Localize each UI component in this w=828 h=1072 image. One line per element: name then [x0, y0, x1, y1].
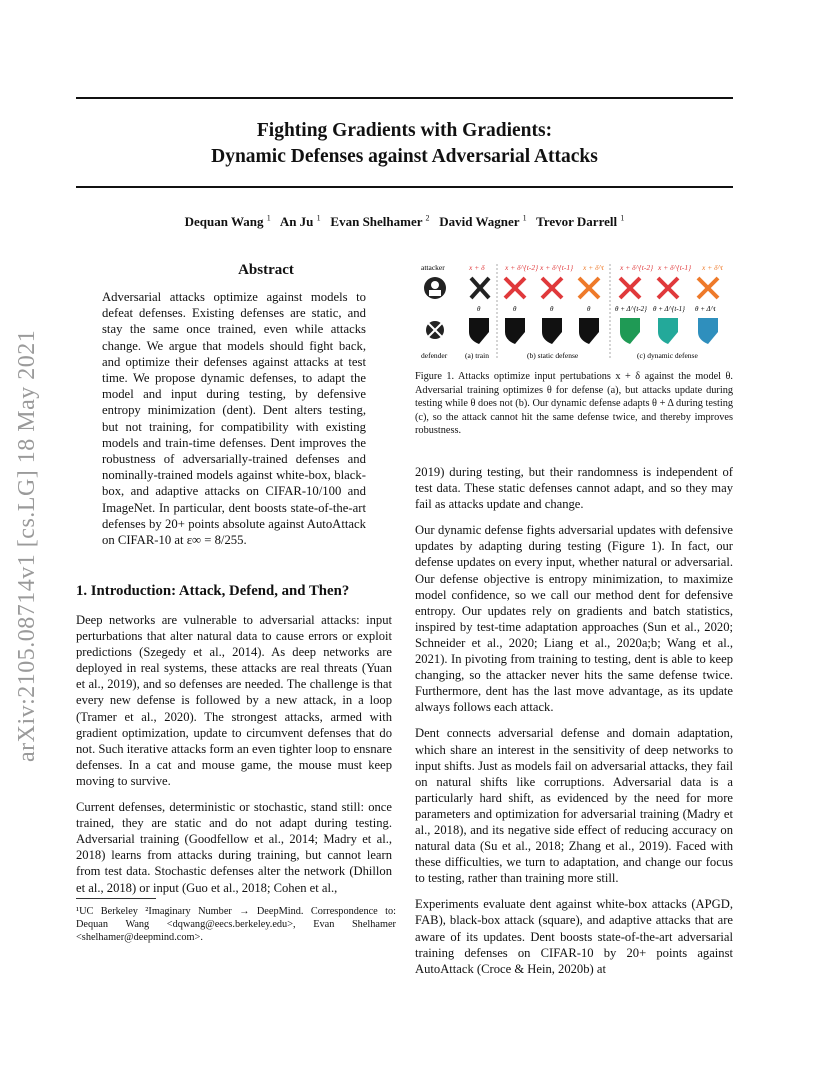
top-rule [76, 97, 733, 99]
author-list [76, 214, 733, 230]
footnote-rule [76, 898, 156, 899]
paragraph: Deep networks are vulnerable to adversarial attacks: input perturbations that alter natural data to cause errors or exploit predictions (Szegedy et al., 2014). As deep networks are deployed in real systems, these attacks are real threats (Yuan et al., 2019), and so defenses are needed. The challenge is that every new defense is followed by a new attack, in a loop (Tramer et al., 2020). The strongest attacks, armed with gradient optimization, update to circumvent defenses that do not. Such iterative attacks form an even tighter loop to ensnare defenses. In a cat and mouse game, the mouse must keep moving to survive. [76, 613, 392, 788]
author: David Wagner $^1$ [439, 214, 527, 230]
label-mid-5: θ + Δ^{t-1} [653, 305, 685, 313]
left-column-body [76, 612, 392, 906]
defender-label: defender [421, 351, 448, 360]
shield-dynamic-2-icon [658, 318, 678, 344]
label-top-3: x + δ^t [583, 263, 604, 272]
panel-c-label: (c) dynamic defense [637, 351, 698, 360]
paragraph: Our dynamic defense fights adversarial updates with defensive updates by adapting during testing (Figure 1). In fact, our defense updates on every input, whether natural or adversarial. Our defense objective is entropy minimization, to maximize model confidence, so we call our method dent for defensive entropy. Our updates rely on gradients and batch statistics, inspired by test-time adaptation approaches (Sun et al., 2020; Schneider et al., 2020; Liang et al., 2020a;b; Wang et al., 2021). In pivoting from training to testing, dent is able to keep changing, so the attacker never hits the same defense twice. Furthermore, dent has the last move advantage, as its update always follows each attack. [415, 523, 733, 715]
sword-static-2-icon [542, 278, 562, 298]
footnote: ¹UC Berkeley ²Imaginary Number → DeepMind. Correspondence to: Dequan Wang <dqwang@eecs.berkeley.edu>, Evan Shelhamer <shelhamer@deepmind.com>. [76, 906, 396, 944]
figure-caption: Figure 1. Attacks optimize input pertubations x + δ against the model θ. Adversarial training optimizes θ for defense (a), but attacks update during testing while θ does not (b). Our dynamic defense adapts θ + Δ during testing (c), so the attack cannot hit the same defense twice, and thereby improves robustness. [415, 371, 733, 437]
defender-icon [426, 321, 444, 339]
figure-1 [415, 258, 733, 366]
shield-dynamic-1-icon [620, 318, 640, 344]
panel-a-label: (a) train [465, 351, 489, 360]
section-heading: 1. Introduction: Attack, Defend, and Then? [76, 583, 350, 599]
shield-static-1-icon [505, 318, 525, 344]
label-top-0: x + δ [469, 263, 485, 272]
label-top-2: x + δ^{t-1} [540, 263, 574, 272]
label-mid-0: θ [477, 305, 481, 313]
shield-static-2-icon [542, 318, 562, 344]
label-top-4: x + δ^{t-2} [620, 263, 654, 272]
panel-b-label: (b) static defense [527, 351, 579, 360]
sword-dynamic-2-icon [658, 278, 678, 298]
figure-diagram [415, 258, 733, 366]
title-bottom-rule [76, 186, 733, 188]
label-mid-4: θ + Δ^{t-2} [615, 305, 647, 313]
sword-dynamic-3-icon [698, 278, 718, 298]
abstract-text: Adversarial attacks optimize against models to defeat defenses. Existing defenses are static, and stay the same once trained, even while attacks change. We argue that models should fight back, and optimize their defenses against attacks at test time. We propose dynamic defenses, to adapt the model and input during testing, by defensive entropy minimization (dent). Dent alters testing, but not training, for compatibility with existing models and train-time defenses. Dent improves the robustness of adversarially-trained defenses and nominally-trained models against white-box, black-box, and adaptive attacks on CIFAR-10/100 and ImageNet. In particular, dent boosts state-of-the-art defenses by 20+ points absolute against AutoAttack on CIFAR-10 at ε∞ = 8/255. [102, 290, 366, 548]
right-column-body [415, 464, 733, 987]
paragraph: Experiments evaluate dent against white-box attacks (APGD, FAB), black-box attack (square), and adaptive attacks that are aware of its updates. Dent boosts state-of-the-art adversarial training defenses on CIFAR-10 by 20+ points against AutoAttack (Croce & Hein, 2020b) at [415, 897, 733, 976]
author: An Ju $^1$ [279, 214, 321, 230]
label-top-5: x + δ^{t-1} [658, 263, 692, 272]
shield-train-icon [469, 318, 489, 344]
author: Trevor Darrell $^1$ [536, 214, 625, 230]
abstract-heading: Abstract [238, 262, 294, 278]
attacker-label: attacker [421, 263, 445, 272]
label-mid-2: θ [550, 305, 554, 313]
shield-dynamic-3-icon [698, 318, 718, 344]
paragraph: Dent connects adversarial defense and domain adaptation, which share an interest in the sensitivity of deep networks to input shifts. Just as models fail on adversarial attacks, they fail on natural shifts like corruptions. Adversarial data is a particularly hard shift, as evidenced by the need for more parameters and optimization for adversarial training (Madry et al., 2018), and its negative side effect of reducing accuracy on natural data (Su et al., 2018; Zhang et al., 2019). Faced with these difficulties, we turn to adaptation, and change our focus to testing, rather than training more still. [415, 726, 733, 886]
shield-static-3-icon [579, 318, 599, 344]
author: Evan Shelhamer $^2$ [330, 214, 430, 230]
attacker-icon [424, 277, 446, 299]
label-mid-6: θ + Δ^t [695, 305, 716, 313]
paragraph: Current defenses, deterministic or stochastic, stand still: once trained, they are static and do not adapt during testing. Adversarial training (Goodfellow et al., 2014; Madry et al., 2018) learns from attacks during training, but cannot learn from test data. Stochastic defenses alter the network (Dhillon et al., 2018) or input (Guo et al., 2018; Cohen et al., [76, 800, 392, 895]
author: Dequan Wang $^1$ [184, 214, 271, 230]
sword-dynamic-1-icon [620, 278, 640, 298]
label-mid-3: θ [587, 305, 591, 313]
label-top-6: x + δ^t [702, 263, 723, 272]
label-top-1: x + δ^{t-2} [505, 263, 539, 272]
arxiv-side-stamp: arXiv:2105.08714v1 [cs.LG] 18 May 2021 [14, 329, 40, 762]
paper-title: Fighting Gradients with Gradients: Dynamic Defenses against Adversarial Attacks [211, 120, 598, 167]
sword-static-1-icon [505, 278, 525, 298]
sword-static-3-icon [579, 278, 599, 298]
sword-train-icon [471, 278, 489, 298]
paragraph: 2019) during testing, but their randomness is independent of test data. These static defenses cannot adapt, and so they may fail as attacks update and change. [415, 465, 733, 512]
label-mid-1: θ [513, 305, 517, 313]
